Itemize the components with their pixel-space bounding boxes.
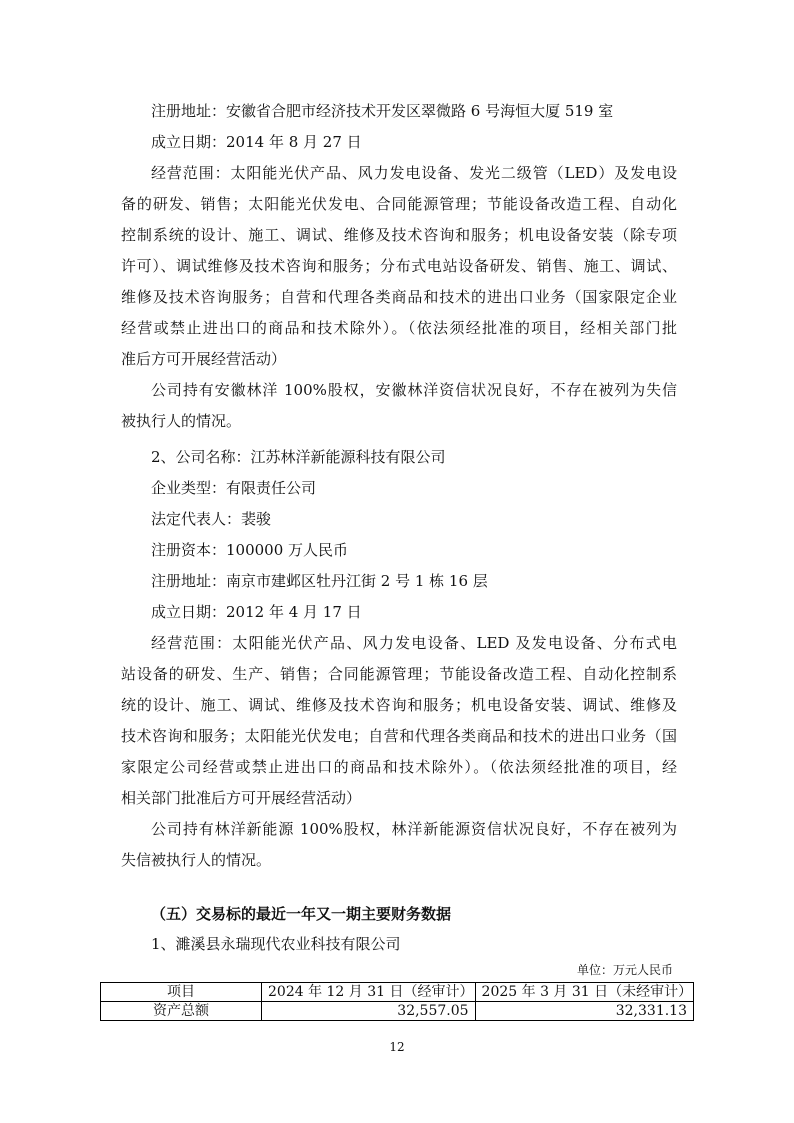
text-line: 统的设计、施工、调试、维修及技术咨询和服务；机电设备安装、调试、维修及 (121, 696, 677, 714)
text-line: 技术咨询和服务；太阳能光伏发电；自营和代理各类商品和技术的进出口业务（国 (121, 727, 677, 745)
page-number: 12 (389, 1040, 405, 1054)
text-line: 注册资本：100000 万人民币 (151, 541, 349, 559)
unit-label: 单位：万元人民币 (576, 963, 673, 977)
table-cell-label: 资产总额 (101, 1002, 262, 1021)
text-line: 家限定公司经营或禁止进出口的商品和技术除外）。（依法须经批准的项目，经 (121, 758, 677, 776)
table-row (101, 1002, 694, 1021)
text-line: 注册地址：安徽省合肥市经济技术开发区翠微路 6 号海恒大厦 519 室 (151, 102, 614, 120)
text-line: 许可）、调试维修及技术咨询和服务；分布式电站设备研发、销售、施工、调试、 (121, 257, 677, 275)
financial-table (100, 982, 694, 1021)
table-cell-value: 32,557.05 (262, 1002, 476, 1021)
section-heading: （五）交易标的最近一年又一期主要财务数据 (151, 905, 452, 923)
text-line: 经营范围：太阳能光伏产品、风力发电设备、LED 及发电设备、分布式电 (151, 634, 677, 652)
text-line: 企业类型：有限责任公司 (151, 479, 317, 497)
text-line: 公司持有安徽林洋 100%股权，安徽林洋资信状况良好，不存在被列为失信 (151, 381, 677, 399)
text-line: 控制系统的设计、施工、调试、维修及技术咨询和服务；机电设备安装（除专项 (121, 226, 677, 244)
text-line: 备的研发、销售；太阳能光伏发电、合同能源管理；节能设备改造工程、自动化 (121, 195, 677, 213)
text-line: 法定代表人：裴骏 (151, 510, 272, 528)
text-line: 准后方可开展经营活动） (121, 350, 287, 368)
text-line: 成立日期：2012 年 4 月 17 日 (151, 603, 362, 621)
column-header: 2024 年 12 月 31 日（经审计） (262, 983, 476, 1002)
column-header: 2025 年 3 月 31 日（未经审计） (475, 983, 693, 1002)
text-line: 2、公司名称：江苏林洋新能源科技有限公司 (151, 448, 446, 466)
text-line: 维修及技术咨询服务；自营和代理各类商品和技术的进出口业务（国家限定企业 (121, 288, 677, 306)
column-header: 项目 (101, 983, 262, 1002)
text-line: 公司持有林洋新能源 100%股权，林洋新能源资信状况良好，不存在被列为 (151, 820, 677, 838)
text-line: 经营或禁止进出口的商品和技术除外）。（依法须经批准的项目，经相关部门批 (121, 319, 677, 337)
table-cell-value: 32,331.13 (475, 1002, 693, 1021)
text-line: 成立日期：2014 年 8 月 27 日 (151, 133, 362, 151)
text-line: 失信被执行人的情况。 (121, 851, 272, 869)
subheading: 1、濉溪县永瑞现代农业科技有限公司 (151, 935, 401, 953)
text-line: 被执行人的情况。 (121, 412, 242, 430)
text-line: 相关部门批准后方可开展经营活动） (121, 789, 362, 807)
table-header-row (101, 983, 694, 1002)
text-line: 经营范围：太阳能光伏产品、风力发电设备、发光二级管（LED）及发电设 (151, 164, 677, 182)
text-line: 站设备的研发、生产、销售；合同能源管理；节能设备改造工程、自动化控制系 (121, 665, 677, 683)
text-line: 注册地址：南京市建邺区牡丹江街 2 号 1 栋 16 层 (151, 572, 488, 590)
